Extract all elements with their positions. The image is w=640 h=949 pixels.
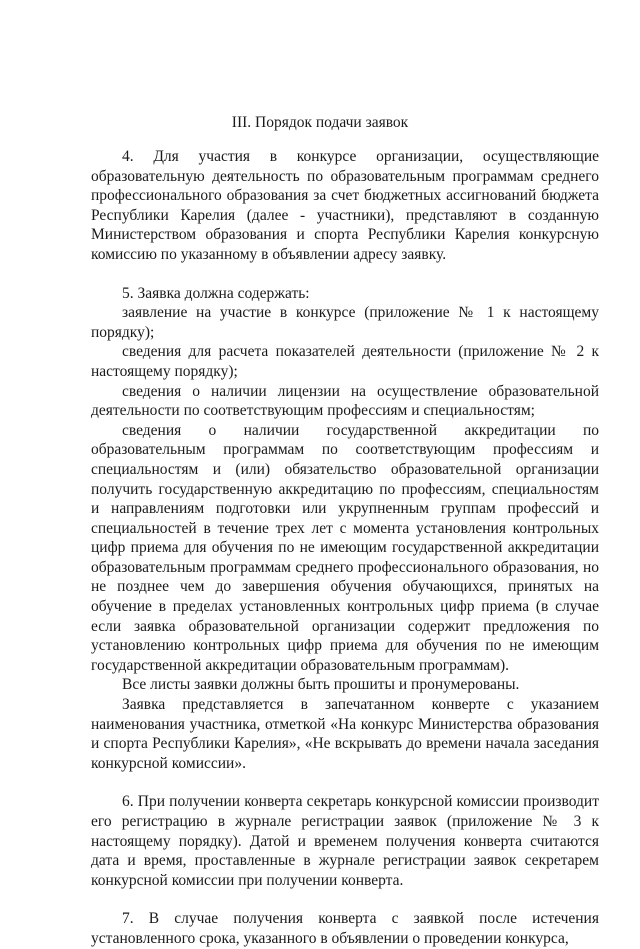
paragraph-5-sheets-note: Все листы заявки должны быть прошиты и пронумерованы. (122, 676, 520, 694)
paragraph-5-item-application: заявление на участие в конкурсе (приложение № 1 к настоящему порядку); (91, 304, 599, 341)
paragraph-5-intro: 5. Заявка должна содержать: (122, 284, 310, 302)
document-body (91, 147, 599, 949)
paragraph-7: 7. В случае получения конверта с заявкой после истечения установленного срока, указанного в объявлении о проведении конкурса, (91, 910, 599, 947)
section-heading: III. Порядок подачи заявок (231, 114, 409, 131)
paragraph-4: 4. Для участия в конкурсе организации, осуществляющие образовательную деятельность по образовательным программам среднего профессионального образования за счет бюджетных ассигнований бюджета Республики Карелия (далее - участники), представляют в созданную Министерством образования и спорта Республики Карелия конкурсную комиссию по указанному в объявлении адресу заявку. (91, 148, 599, 263)
paragraph-6: 6. При получении конверта секретарь конкурсной комиссии производит его регистрацию в журнале регистрации заявок (приложение № 3 к настоящему порядку). Датой и временем получения конверта считаются дата и время, проставленные в журнале регистрации заявок секретарем конкурсной комиссии при получении конверта. (91, 793, 599, 889)
paragraph-5-item-indicators: сведения для расчета показателей деятельности (приложение № 2 к настоящему порядку); (91, 343, 599, 380)
paragraph-5-item-accreditation: сведения о наличии государственной аккредитации по образовательным программам по соответствующим профессиям и специальностям и (или) обязательство образовательной организации получить государственную аккредитацию по профессиям, специальностям и направлениям подготовки или укрупненным группам профессий и специальностей в течение трех лет с момента установления контрольных цифр приема для обучения по не имеющим государственной аккредитации образовательным программам среднего профессионального образования, но не позднее чем до завершения обучения обучающихся, принятых на обучение в пределах установленных контрольных цифр приема (в случае если заявка образовательной организации содержит предложения по установлению контрольных цифр приема для обучения по не имеющим государственной аккредитации образовательным программам). (91, 421, 599, 674)
paragraph-5-item-license: сведения о наличии лицензии на осуществление образовательной деятельности по соответствующим профессиям и специальностям; (91, 382, 599, 420)
paragraph-5-envelope-note: Заявка представляется в запечатанном конверте с указанием наименования участника, отметкой «На конкурс Министерства образования и спорта Республики Карелия», «Не вскрывать до времени начала заседания конкурсной комиссии». (91, 696, 599, 772)
